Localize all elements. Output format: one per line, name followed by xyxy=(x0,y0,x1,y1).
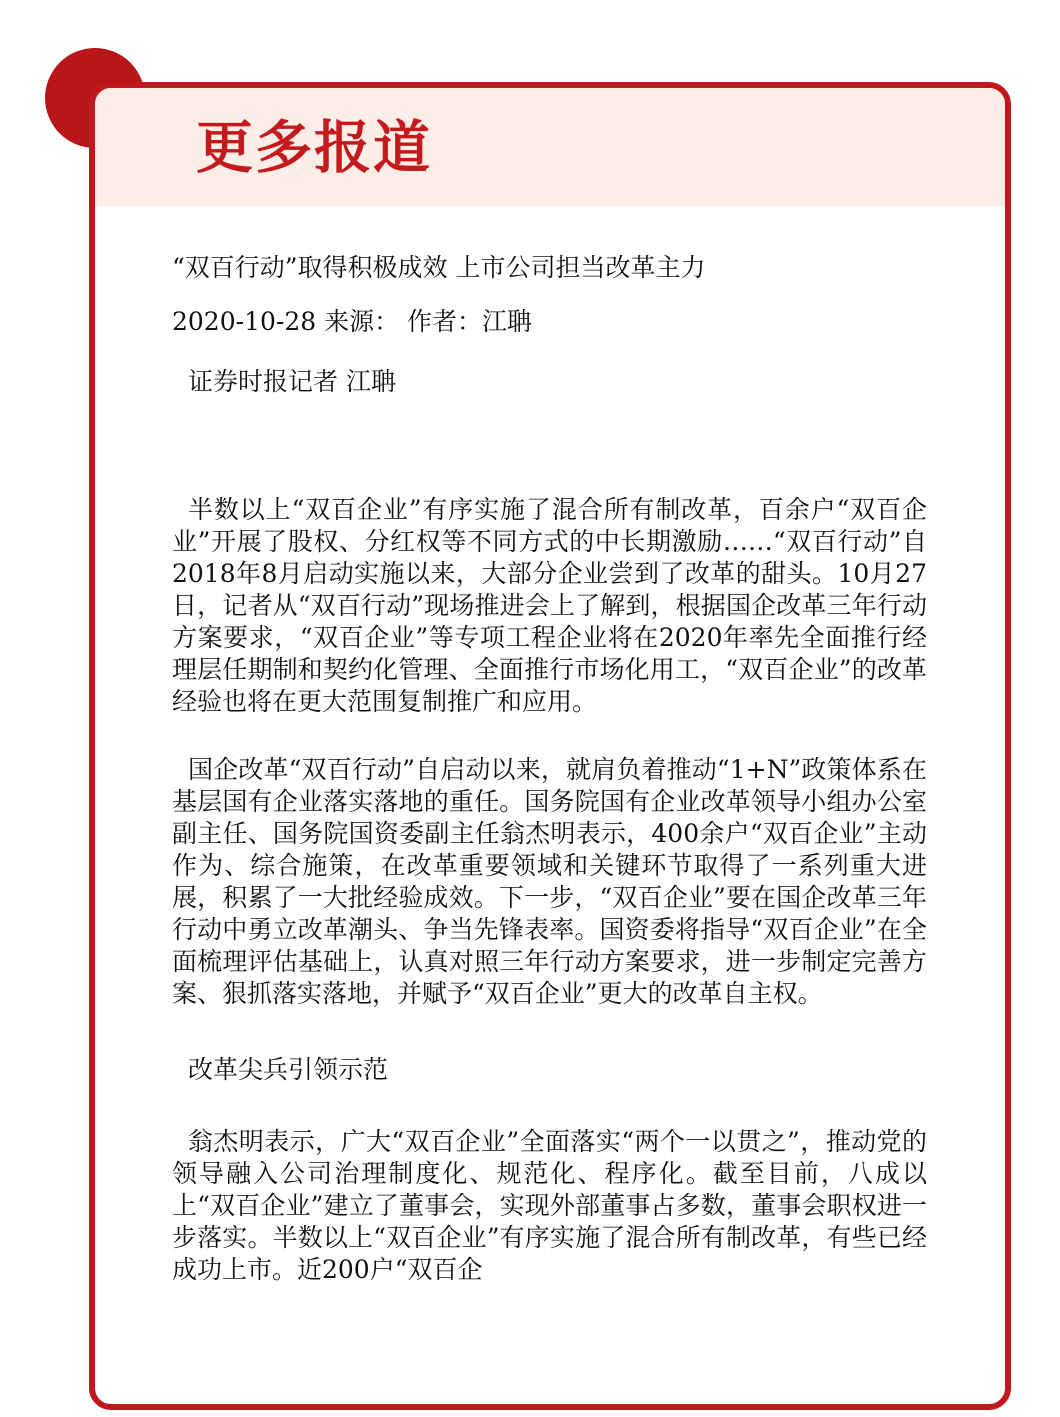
article-meta: 2020-10-28 来源： 作者：江聃 xyxy=(172,307,533,336)
article-subheading: 改革尖兵引领示范 xyxy=(188,1055,389,1084)
section-title: 更多报道 xyxy=(196,115,432,181)
article-reporter: 证券时报记者 江聃 xyxy=(188,367,396,396)
article-paragraph: 国企改革“双百行动”自启动以来，就肩负着推动“1+N”政策体系在基层国有企业落实落地的重任。国务院国有企业改革领导小组办公室副主任、国务院国资委副主任翁杰明表示，400余户“双百企业”主动作为、综合施策，在改革重要领域和关键环节取得了一系列重大进展，积累了一大批经验成效。下一步，“双百企业”要在国企改革三年行动中勇立改革潮头、争当先锋表率。国资委将指导“双百企业”在全面梳理评估基础上，认真对照三年行动方案要求，进一步制定完善方案、狠抓落实落地，并赋予“双百企业”更大的改革自主权。 xyxy=(172,755,928,1008)
article-paragraph: 半数以上“双百企业”有序实施了混合所有制改革，百余户“双百企业”开展了股权、分红权等不同方式的中长期激励……“双百行动”自2018年8月启动实施以来，大部分企业尝到了改革的甜头。10月27日，记者从“双百行动”现场推进会上了解到，根据国企改革三年行动方案要求，“双百企业”等专项工程企业将在2020年率先全面推行经理层任期制和契约化管理、全面推行市场化用工，“双百企业”的改革经验也将在更大范围复制推广和应用。 xyxy=(172,495,927,716)
article-title: “双百行动”取得积极成效 上市公司担当改革主力 xyxy=(172,253,706,282)
article-body xyxy=(172,252,927,1286)
article-paragraph: 翁杰明表示，广大“双百企业”全面落实“两个一以贯之”，推动党的领导融入公司治理制度化、规范化、程序化。截至目前，八成以上“双百企业”建立了董事会，实现外部董事占多数，董事会职权进一步落实。半数以上“双百企业”有序实施了混合所有制改革，有些已经成功上市。近200户“双百企 xyxy=(172,1127,927,1284)
